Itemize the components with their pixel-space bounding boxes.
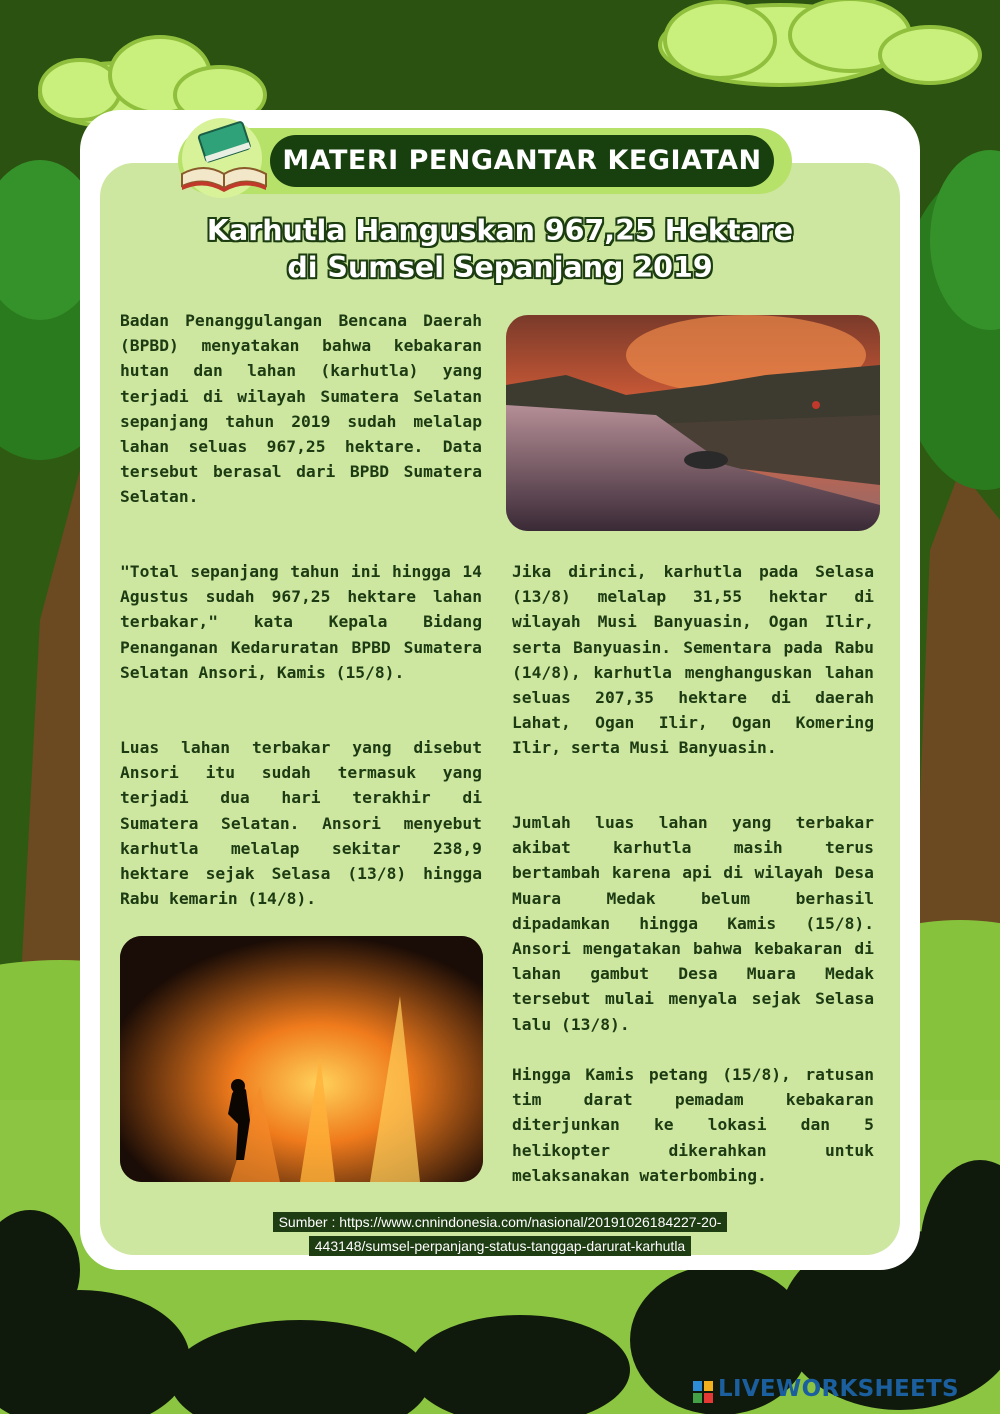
watermark-text: LIVEWORKSHEETS <box>718 1376 959 1402</box>
left-paragraph-3: Luas lahan terbakar yang disebut Ansori itu sudah termasuk yang terjadi dua hari terakhir di Sumatera Selatan. Ansori menyebut karhutla melalap sekitar 238,9 hektare sejak Selasa (13/8) hingga Rabu kemarin (14/8). <box>120 738 482 909</box>
source-citation <box>225 1210 775 1258</box>
right-paragraph-2: Jumlah luas lahan yang terbakar akibat karhutla masih terus bertambah karena api di wilayah Desa Muara Medak belum berhasil dipadamkan hingga Kamis (15/8). Ansori mengatakan bahwa kebakaran di lahan gambut Desa Muara Medak tersebut mulai menyala sejak Selasa lalu (13/8). <box>512 813 874 1034</box>
liveworksheets-watermark <box>692 1374 992 1408</box>
left-paragraph-2: "Total sepanjang tahun ini hingga 14 Agustus sudah 967,25 hektare lahan terbakar," kata Kepala Bidang Penanganan Kedaruratan BPBD Sumatera Selatan Ansori, Kamis (15/8). <box>120 562 482 682</box>
river-fire-photo <box>506 315 880 531</box>
right-paragraph-1: Jika dirinci, karhutla pada Selasa (13/8) melalap 31,55 hektar di wilayah Musi Banyuasin, Ogan Ilir, serta Banyuasin. Sementara pada Rabu (14/8), karhutla menghanguskan lahan seluas 207,35 hektare di daerah Lahat, Ogan Ilir, Ogan Komering Ilir, serta Musi Banyuasin. <box>512 562 874 758</box>
book-icon <box>174 114 274 198</box>
title-line-2: di Sumsel Sepanjang 2019 <box>287 251 713 284</box>
header-label: MATERI PENGANTAR KEGIATAN <box>282 145 762 176</box>
title-line-1: Karhutla Hanguskan 967,25 Hektare <box>206 214 794 247</box>
liveworksheets-logo-icon <box>692 1380 714 1404</box>
right-paragraph-3: Hingga Kamis petang (15/8), ratusan tim darat pemadam kebakaran diterjunkan ke lokasi dan 5 helikopter dikerahkan untuk melaksanakan waterbombing. <box>512 1065 874 1185</box>
source-line-1: Sumber : https://www.cnnindonesia.com/nasional/20191026184227-20- <box>273 1212 728 1232</box>
source-line-2: 443148/sumsel-perpanjang-status-tanggap-darurat-karhutla <box>309 1236 691 1256</box>
firefighter-photo <box>120 936 483 1182</box>
article-title <box>140 212 860 286</box>
left-paragraph-1: Badan Penanggulangan Bencana Daerah (BPBD) menyatakan bahwa kebakaran hutan dan lahan (karhutla) yang terjadi di wilayah Sumatera Selatan sepanjang tahun 2019 sudah melalap lahan seluas 967,25 hektare. Data tersebut berasal dari BPBD Sumatera Selatan. <box>120 311 482 507</box>
